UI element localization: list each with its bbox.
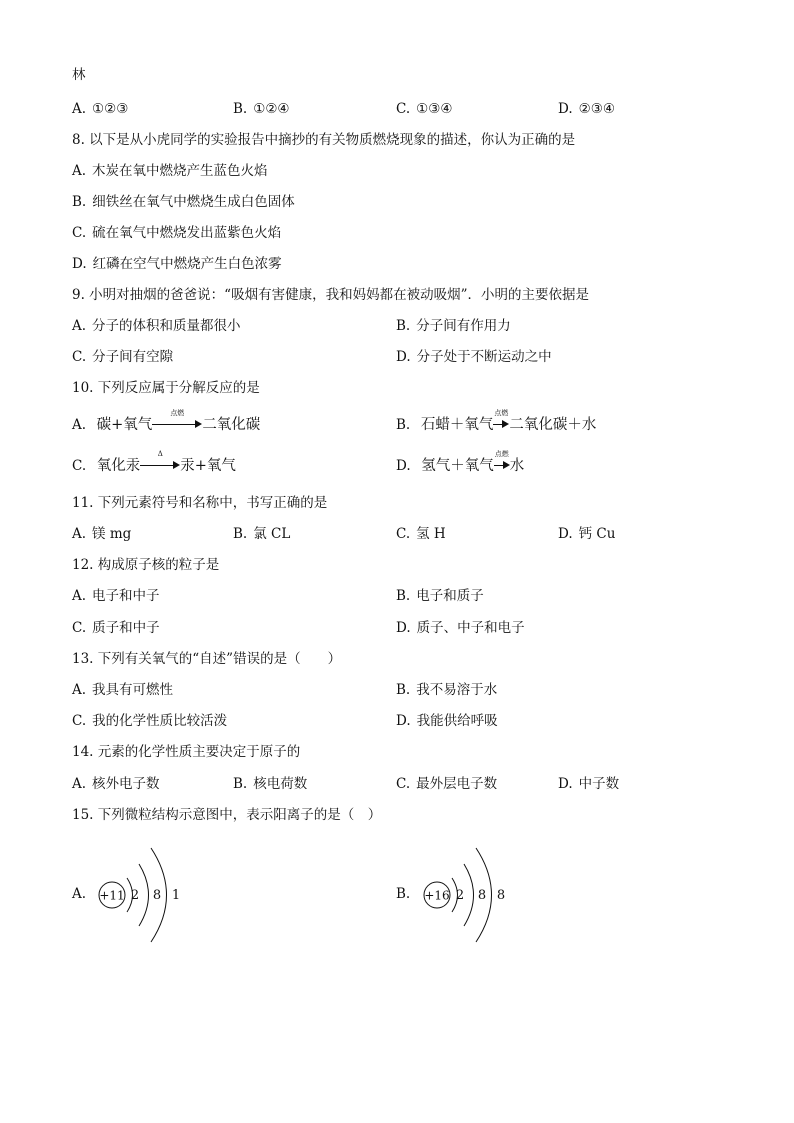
electron-shell-arc [139, 864, 149, 926]
q10-stem: 10. 下列反应属于分解反应的是 [72, 380, 260, 396]
q10-option-a[interactable]: A. 碳+氧气 点燃 二氧化碳 [72, 409, 261, 433]
q15-option-a-label[interactable]: A. [72, 886, 87, 902]
q8-option-c[interactable]: C. 硫在氧气中燃烧发出蓝紫色火焰 [72, 225, 282, 241]
q13-option-b[interactable]: B. 我不易溶于水 [396, 682, 498, 698]
shell-electron-count: 8 [477, 888, 487, 903]
q12-option-d[interactable]: D. 质子、中子和电子 [396, 620, 525, 636]
q12-option-c[interactable]: C. 质子和中子 [72, 620, 160, 636]
reaction-arrow [493, 409, 509, 430]
q12-stem: 12. 构成原子核的粒子是 [72, 557, 220, 573]
q11-option-a[interactable]: A. 镁 mg [72, 526, 132, 542]
q15-option-b-label[interactable]: B. [396, 886, 411, 902]
reaction-arrow [140, 450, 180, 471]
shell-electron-count: 1 [171, 888, 181, 903]
q11-option-c[interactable]: C. 氢 H [396, 526, 446, 542]
shell-electron-count: 2 [455, 888, 465, 903]
q10-option-d[interactable]: D. 氢气＋氧气 点燃 水 [396, 450, 525, 474]
q11-option-b[interactable]: B. 氯 CL [233, 526, 291, 542]
nucleus-charge: +11 [99, 888, 125, 903]
shell-electron-count: 2 [130, 888, 140, 903]
q14-stem: 14. 元素的化学性质主要决定于原子的 [72, 744, 301, 760]
q15-stem: 15. 下列微粒结构示意图中，表示阳离子的是（ ） [72, 807, 382, 823]
reaction-arrow [494, 450, 510, 471]
q9-option-d[interactable]: D. 分子处于不断运动之中 [396, 349, 552, 365]
reaction-condition: Δ [157, 450, 163, 458]
q14-option-d[interactable]: D. 中子数 [558, 776, 620, 792]
q8-option-b[interactable]: B. 细铁丝在氧气中燃烧生成白色固体 [72, 194, 295, 210]
q8-stem: 8. 以下是从小虎同学的实验报告中摘抄的有关物质燃烧现象的描述，你认为正确的是 [72, 132, 576, 148]
q9-option-b[interactable]: B. 分子间有作用力 [396, 318, 511, 334]
shell-electron-count: 8 [152, 888, 162, 903]
reaction-arrow [152, 409, 202, 430]
q7-option-d[interactable]: D. ②③④ [558, 101, 615, 117]
q13-stem: 13. 下列有关氧气的“自述”错误的是（ ） [72, 651, 342, 667]
q12-option-a[interactable]: A. 电子和中子 [72, 588, 160, 604]
q8-option-d[interactable]: D. 红磷在空气中燃烧产生白色浓雾 [72, 256, 282, 272]
q11-option-d[interactable]: D. 钙 Cu [558, 526, 616, 542]
reaction-condition: 点燃 [494, 409, 509, 417]
q9-option-a[interactable]: A. 分子的体积和质量都很小 [72, 318, 241, 334]
q14-option-c[interactable]: C. 最外层电子数 [396, 776, 498, 792]
q10-option-b[interactable]: B. 石蜡＋氧气 点燃 二氧化碳＋水 [396, 409, 597, 433]
nucleus-charge: +16 [424, 888, 450, 903]
shell-electron-count: 8 [496, 888, 506, 903]
q9-stem: 9. 小明对抽烟的爸爸说：“吸烟有害健康，我和妈妈都在被动吸烟”．小明的主要依据是 [72, 287, 589, 303]
reaction-condition: 点燃 [494, 450, 509, 458]
q7-tail: 林 [72, 67, 86, 83]
q13-option-d[interactable]: D. 我能供给呼吸 [396, 713, 498, 729]
atom-diagram-a [90, 840, 200, 950]
q7-option-a[interactable]: A. ①②③ [72, 101, 129, 117]
q12-option-b[interactable]: B. 电子和质子 [396, 588, 484, 604]
q14-option-a[interactable]: A. 核外电子数 [72, 776, 160, 792]
q7-option-b[interactable]: B. ①②④ [233, 101, 290, 117]
q8-option-a[interactable]: A. 木炭在氧中燃烧产生蓝色火焰 [72, 163, 268, 179]
reaction-condition: 点燃 [170, 409, 185, 417]
q11-stem: 11. 下列元素符号和名称中，书写正确的是 [72, 495, 328, 511]
q7-option-c[interactable]: C. ①③④ [396, 101, 453, 117]
electron-shell-arc [464, 864, 474, 926]
q9-option-c[interactable]: C. 分子间有空隙 [72, 349, 174, 365]
q10-option-c[interactable]: C. 氧化汞 Δ 汞+氧气 [72, 450, 236, 474]
q13-option-c[interactable]: C. 我的化学性质比较活泼 [72, 713, 228, 729]
q13-option-a[interactable]: A. 我具有可燃性 [72, 682, 174, 698]
atom-diagram-b [415, 840, 525, 950]
q14-option-b[interactable]: B. 核电荷数 [233, 776, 308, 792]
